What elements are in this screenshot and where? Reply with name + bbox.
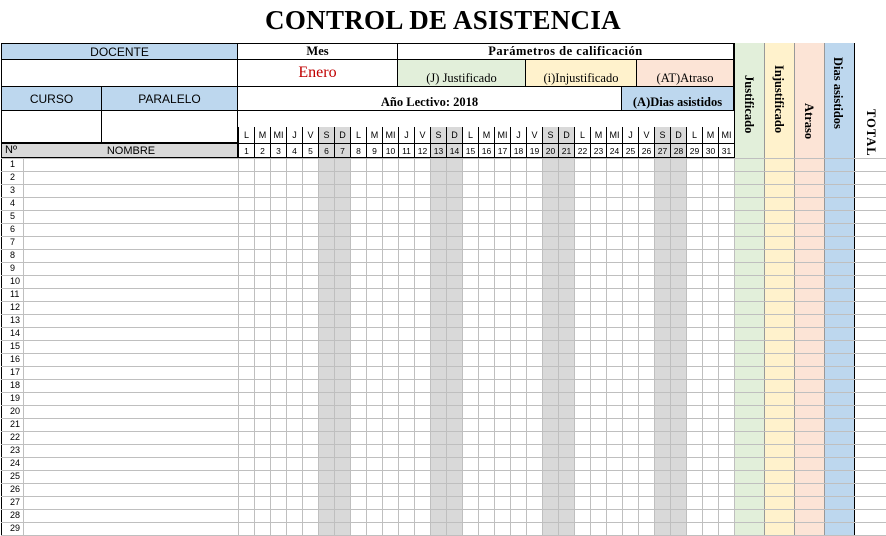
total-header: TOTAL: [864, 109, 878, 157]
day-number: 2: [254, 143, 270, 158]
docente-label: DOCENTE: [1, 43, 238, 60]
row-number: 11: [10, 289, 20, 299]
day-number: 5: [302, 143, 318, 158]
row-number: 26: [10, 484, 21, 494]
day-number: 22: [574, 143, 590, 158]
atraso-param: (AT)Atraso: [636, 59, 734, 87]
day-number: 25: [622, 143, 638, 158]
page-title: CONTROL DE ASISTENCIA: [265, 4, 621, 35]
student-name-cell[interactable]: [24, 471, 237, 483]
student-name-cell[interactable]: [24, 354, 237, 366]
student-name-cell[interactable]: [24, 328, 237, 340]
day-number: 19: [526, 143, 542, 158]
day-number: 1: [238, 143, 254, 158]
day-number: 7: [334, 143, 350, 158]
weekend-column: [654, 158, 670, 536]
day-letter: L: [350, 127, 366, 143]
day-letter: J: [286, 127, 302, 143]
weekend-column: [558, 158, 574, 536]
day-letter: MI: [718, 127, 734, 143]
curso-label: CURSO: [1, 86, 102, 111]
row-number: 28: [10, 510, 21, 520]
parametros-label: Parámetros de calificación: [397, 43, 734, 60]
numero-label: Nº: [5, 144, 17, 156]
row-number: 27: [10, 497, 21, 507]
student-name-cell[interactable]: [24, 367, 237, 379]
dias-asistidos-header: Dias asistidos: [831, 57, 845, 129]
mes-label: Mes: [237, 43, 398, 60]
student-name-cell[interactable]: [24, 445, 237, 457]
day-number: 18: [510, 143, 526, 158]
day-letter: J: [398, 127, 414, 143]
row-number: 19: [10, 393, 21, 403]
day-number: 28: [670, 143, 686, 158]
day-number: 11: [398, 143, 414, 158]
day-letter: MI: [270, 127, 286, 143]
day-number: 14: [446, 143, 462, 158]
student-name-cell[interactable]: [24, 458, 237, 470]
row-number: 25: [10, 471, 21, 481]
student-name-cell[interactable]: [24, 237, 237, 249]
row-number: 18: [10, 380, 21, 390]
row-number: 2: [10, 172, 16, 182]
day-letter: S: [542, 127, 558, 143]
student-name-cell[interactable]: [24, 510, 237, 522]
anio-lectivo: Año Lectivo: 2018: [237, 86, 622, 111]
day-letter: D: [446, 127, 462, 143]
student-name-cell[interactable]: [24, 393, 237, 405]
day-number: 4: [286, 143, 302, 158]
day-number: 10: [382, 143, 398, 158]
student-name-cell[interactable]: [24, 289, 237, 301]
student-name-cell[interactable]: [24, 484, 237, 496]
day-number: 6: [318, 143, 334, 158]
row-number: 15: [10, 341, 21, 351]
day-letter: D: [334, 127, 350, 143]
day-letter: V: [638, 127, 654, 143]
day-number: 15: [462, 143, 478, 158]
row-number: 29: [10, 523, 21, 533]
dias-asistidos-param: (A)Dias asistidos: [621, 86, 734, 111]
row-number: 22: [10, 432, 21, 442]
student-name-cell[interactable]: [24, 419, 237, 431]
day-letter: MI: [382, 127, 398, 143]
student-name-cell[interactable]: [24, 263, 237, 275]
row-number: 4: [10, 198, 16, 208]
day-letter: M: [478, 127, 494, 143]
day-letter: J: [510, 127, 526, 143]
weekend-column: [542, 158, 558, 536]
row-number: 7: [10, 237, 16, 247]
day-number: 8: [350, 143, 366, 158]
day-number: 12: [414, 143, 430, 158]
student-name-cell[interactable]: [24, 250, 237, 262]
student-name-cell[interactable]: [24, 185, 237, 197]
student-name-cell[interactable]: [24, 302, 237, 314]
day-number: 31: [718, 143, 734, 158]
student-name-cell[interactable]: [24, 523, 237, 535]
day-letter: D: [670, 127, 686, 143]
student-name-cell[interactable]: [24, 224, 237, 236]
day-letter: V: [302, 127, 318, 143]
student-name-cell[interactable]: [24, 159, 237, 171]
row-number: 3: [10, 185, 16, 195]
weekend-column: [446, 158, 462, 536]
student-name-cell[interactable]: [24, 211, 237, 223]
student-name-cell[interactable]: [24, 315, 237, 327]
row-number: 23: [10, 445, 21, 455]
student-name-cell[interactable]: [24, 432, 237, 444]
day-number: 29: [686, 143, 702, 158]
day-letter: MI: [494, 127, 510, 143]
student-name-cell[interactable]: [24, 198, 237, 210]
row-number: 16: [10, 354, 21, 364]
injustificado-param: (i)Injustificado: [525, 59, 637, 87]
row-number: 10: [10, 276, 21, 286]
day-letter: L: [238, 127, 254, 143]
day-letter: M: [254, 127, 270, 143]
student-name-cell[interactable]: [24, 172, 237, 184]
row-number: 14: [10, 328, 21, 338]
day-number: 30: [702, 143, 718, 158]
row-number: 6: [10, 224, 16, 234]
day-letter: S: [654, 127, 670, 143]
row-number: 20: [10, 406, 21, 416]
student-name-cell[interactable]: [24, 276, 237, 288]
student-name-cell[interactable]: [24, 341, 237, 353]
day-number: 16: [478, 143, 494, 158]
row-number: 12: [10, 302, 21, 312]
day-letter: L: [574, 127, 590, 143]
day-letter: V: [414, 127, 430, 143]
row-number: 8: [10, 250, 16, 260]
day-number: 23: [590, 143, 606, 158]
day-number: 21: [558, 143, 574, 158]
day-number: 3: [270, 143, 286, 158]
paralelo-label: PARALELO: [101, 86, 238, 111]
day-number: 27: [654, 143, 670, 158]
mes-value[interactable]: Enero: [237, 59, 398, 87]
day-letter: S: [318, 127, 334, 143]
day-number: 24: [606, 143, 622, 158]
day-number: 13: [430, 143, 446, 158]
day-letter: M: [702, 127, 718, 143]
day-number: 9: [366, 143, 382, 158]
day-letter: D: [558, 127, 574, 143]
day-number: 20: [542, 143, 558, 158]
student-name-cell[interactable]: [24, 380, 237, 392]
injustificado-header: Injustificado: [772, 65, 786, 134]
day-letter: MI: [606, 127, 622, 143]
day-letter: M: [590, 127, 606, 143]
row-number: 1: [10, 159, 16, 169]
day-letter: V: [526, 127, 542, 143]
justificado-header: Justificado: [742, 75, 756, 134]
day-letter: L: [462, 127, 478, 143]
row-number: 17: [10, 367, 21, 377]
day-letter: M: [366, 127, 382, 143]
row-number: 13: [10, 315, 21, 325]
student-name-cell[interactable]: [24, 497, 237, 509]
day-letter: J: [622, 127, 638, 143]
day-letter: L: [686, 127, 702, 143]
day-number: 26: [638, 143, 654, 158]
row-number: 24: [10, 458, 21, 468]
atraso-header: Atraso: [802, 103, 816, 140]
row-number: 5: [10, 211, 16, 221]
weekend-column: [318, 158, 334, 536]
row-number: 21: [10, 419, 21, 429]
weekend-column: [430, 158, 446, 536]
weekend-column: [670, 158, 686, 536]
justificado-param: (J) Justificado: [397, 59, 526, 87]
day-number: 17: [494, 143, 510, 158]
row-number: 9: [10, 263, 16, 273]
nombre-label: NOMBRE: [106, 144, 156, 157]
day-letter: S: [430, 127, 446, 143]
student-name-cell[interactable]: [24, 406, 237, 418]
weekend-column: [334, 158, 350, 536]
